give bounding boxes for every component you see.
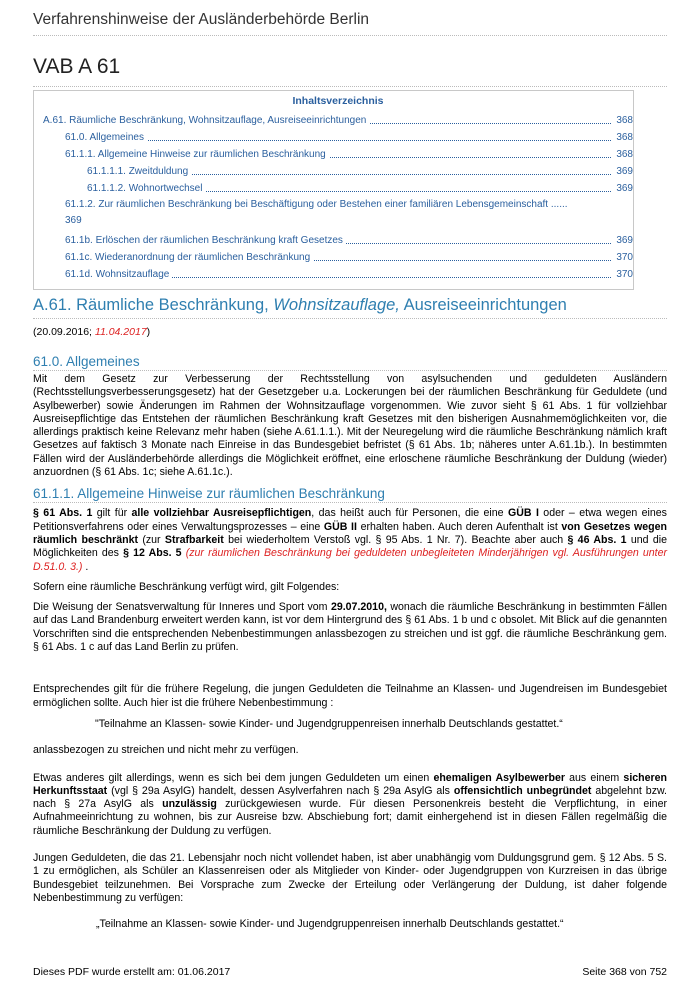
- toc-entry-label[interactable]: 61.1.2. Zur räumlichen Beschränkung bei Beschäftigung oder Bestehen einer familiären Lebensgemeinschaft: [65, 199, 549, 210]
- text: erhalten haben. Auch deren Aufenthalt ist: [356, 520, 562, 533]
- toc-entry-page[interactable]: 368: [613, 146, 633, 163]
- toc-entry-page[interactable]: 370: [613, 266, 633, 283]
- toc-entry[interactable]: [43, 112, 633, 129]
- toc-entry[interactable]: [65, 129, 633, 146]
- toc-entry[interactable]: [65, 232, 633, 249]
- quoted-provision: "Teilnahme an Klassen- sowie Kinder- und Jugendgruppenreisen innerhalb Deutschlands gestattet.“: [95, 717, 563, 730]
- toc-entry[interactable]: 61.1.2. Zur räumlichen Beschränkung bei Beschäftigung oder Bestehen einer familiären Lebensgemeinschaft ...... 369: [65, 199, 568, 226]
- paragraph: [33, 772, 667, 838]
- toc-entry-label[interactable]: A.61. Räumliche Beschränkung, Wohnsitzauflage, Ausreiseeinrichtungen: [43, 115, 369, 126]
- bold-text: von Gesetzes wegen räumlich beschränkt: [33, 520, 667, 546]
- toc-entry-label[interactable]: 61.1.1. Allgemeine Hinweise zur räumlichen Beschränkung: [65, 149, 329, 160]
- red-italic-note: (zur räumlichen Beschränkung bei geduldeten unbegleiteten Minderjährigen vgl. Ausführungen unter D.51.0. 3.): [33, 547, 667, 573]
- toc-entry-page[interactable]: 369: [65, 215, 82, 226]
- subsection-heading: 61.0. Allgemeines: [33, 354, 667, 371]
- text: Die Weisung der Senatsverwaltung für Inneres und Sport vom: [33, 601, 331, 614]
- paragraph: Entsprechendes gilt für die frühere Regelung, die jungen Geduldeten die Teilnahme an Klassen- und Jugendreisen im Bundesgebiet ermöglichen sollte. Auch hier ist die frühere Nebenbestimmung :: [33, 683, 667, 709]
- text: (zur: [138, 533, 165, 546]
- bold-text: § 12 Abs. 5: [123, 547, 182, 560]
- section-heading: [33, 296, 667, 319]
- toc-entry-page[interactable]: 369: [613, 180, 633, 197]
- section-heading-part: A.61. Räumliche Beschränkung,: [33, 296, 274, 314]
- text: oder – etwa wegen eines Petitionsverfahrens oder eines Verwaltungsprozesses – eine: [33, 507, 667, 533]
- paragraph: Jungen Geduldeten, die das 21. Lebensjahr noch nicht vollendet haben, ist aber unabhängig vom Duldungsgrund gem. § 12 Abs. 5 S. 1 zu ermöglichen, als Schüler an Klassenreisen oder als Mitglieder von Kinder- oder Jugendgruppen von Kurzreisen in das übrige Bundesgebiet teilzunehmen. Bei Vorsprache zum Zwecke der Erteilung oder Verlängerung der Duldung, ist daher folgende Nebenbestimmung zu verfügen:: [33, 852, 667, 904]
- bold-text: Strafbarkeit: [164, 533, 224, 546]
- toc-entry-label[interactable]: 61.1b. Erlöschen der räumlichen Beschränkung kraft Gesetzes: [65, 235, 346, 246]
- toc-entry-page[interactable]: 368: [613, 112, 633, 129]
- toc-entry[interactable]: [65, 266, 633, 283]
- running-header: Verfahrenshinweise der Ausländerbehörde Berlin: [33, 11, 667, 36]
- bold-text: alle vollziehbar Ausreisepflichtigen: [131, 507, 312, 520]
- quoted-provision: „Teilnahme an Klassen- sowie Kinder- und Jugendgruppenreisen innerhalb Deutschlands gestattet.“: [96, 918, 564, 931]
- date-text: ): [146, 326, 151, 338]
- text: wonach die räumliche Beschränkung in bestimmten Fällen auf das Land Brandenburg erweitert werden kann, ist vor dem Hintergrund des § 61 Abs. 1 b und c obsolet. Mit Blick auf die genannten Vorschriften sind die entsprechenden Nebenbestimmungen anlassbezogen zu streichen und ist ggf. die räumliche Beschränkung gem. § 61 Abs. 1 c auf das Land Berlin zu prüfen.: [33, 601, 667, 654]
- subsection-heading: 61.1.1. Allgemeine Hinweise zur räumlichen Beschränkung: [33, 486, 667, 503]
- bold-text: sicheren Herkunftsstaat: [33, 771, 667, 797]
- revision-dates: [33, 326, 150, 338]
- bold-text: 29.07.2010,: [330, 601, 387, 614]
- paragraph: Mit dem Gesetz zur Verbesserung der Rechtsstellung von asylsuchenden und geduldeten Ausländern (Rechtsstellungsverbesserungsgesetz) hat der Gesetzgeber u.a. Lockerungen bei der räumlichen Beschränkung für Geduldete (und Asylbewerber) sowie Änderungen im Rahmen der Wohnsitzauflage vorgenommen. Wie zuvor sieht § 61 Abs. 1 für vollziehbar Ausreisepflichtige das Entstehen der räumlichen Beschränkung kraft Gesetzes mit den bisherigen Ausnahmemöglichkeiten vor, die allerdings praktisch keine Relevanz mehr haben (siehe A.61.1.1.). Mit der Neuregelung wird die räumliche Beschränkung nämlich kraft Gesetzes auf faktisch 3 Monate nach Einreise in das Bundesgebiet befristet (§ 61 Abs. 1b; näheres unter A.61.1b.). In bestimmten Fällen wird der Ausländerbehörde allerdings die Möglichkeit eröffnet, eine erloschene räumliche Beschränkung der Duldung (wieder) anzuordnen (§ 61 Abs. 1c; siehe A.61.1c.).: [33, 373, 667, 479]
- bold-text: § 61 Abs. 1: [33, 507, 93, 520]
- toc-entry-label[interactable]: 61.0. Allgemeines: [65, 132, 147, 143]
- toc-entry[interactable]: [87, 163, 633, 180]
- bold-text: offensichtlich unbegründet: [453, 784, 592, 797]
- text: (vgl § 29a AsylG) handelt, dessen Asylverfahren nach § 29a AsylG als: [107, 784, 454, 797]
- text: aus einem: [564, 771, 624, 784]
- toc-entry-label[interactable]: 61.1.1.1. Zweitduldung: [87, 166, 191, 177]
- footer-page-number: Seite 368 von 752: [582, 966, 667, 978]
- date-text: (20.09.2016;: [33, 326, 95, 338]
- bold-text: § 46 Abs. 1: [567, 533, 627, 546]
- section-heading-italic: Wohnsitzauflage,: [273, 296, 400, 314]
- bold-text: GÜB I: [507, 507, 539, 520]
- text: abgelehnt bzw. nach § 27a AsylG als: [33, 784, 667, 811]
- toc-entry[interactable]: [65, 249, 633, 266]
- footer-created-date: Dieses PDF wurde erstellt am: 01.06.2017: [33, 966, 231, 978]
- text: .: [82, 560, 89, 573]
- toc-title: Inhaltsverzeichnis: [292, 95, 384, 107]
- text: , das heißt auch für Personen, die eine: [311, 507, 508, 520]
- section-heading-part: Ausreiseeinrichtungen: [399, 296, 567, 314]
- toc-entry-label[interactable]: 61.1d. Wohnsitzauflage: [65, 269, 172, 280]
- bold-text: unzulässig: [162, 798, 217, 811]
- paragraph: anlassbezogen zu streichen und nicht mehr zu verfügen.: [33, 744, 299, 757]
- bold-text: ehemaligen Asylbewerber: [433, 771, 565, 784]
- toc-entry-page[interactable]: 370: [613, 249, 633, 266]
- page-footer: [33, 966, 667, 978]
- text: gilt für: [92, 507, 132, 520]
- text: zurückgewiesen wurde. Für diesen Personenkreis besteht die Verpflichtung, in einer Aufnahmeeinrichtung zu wohnen, bis zur Ausreise bzw. Abschiebung fort; damit einhergehend ist in diesen Fällen regelmäßig die räumliche Beschränkung der Duldung zu verfügen.: [33, 798, 667, 837]
- text: Etwas anderes gilt allerdings, wenn es sich bei dem jungen Geduldeten um einen: [33, 771, 434, 784]
- toc-entry-page[interactable]: 369: [613, 232, 633, 249]
- paragraph: Sofern eine räumliche Beschränkung verfügt wird, gilt Folgendes:: [33, 580, 340, 593]
- text: und die Möglichkeiten des: [33, 533, 668, 560]
- paragraph: [33, 507, 667, 573]
- body-flow: [33, 354, 667, 932]
- date-red: 11.04.2017: [94, 326, 147, 338]
- toc-entry-page[interactable]: 369: [613, 163, 633, 180]
- toc-entry-label[interactable]: 61.1c. Wiederanordnung der räumlichen Beschränkung: [65, 252, 313, 263]
- toc-entry-page[interactable]: 368: [613, 129, 633, 146]
- document-code-heading: VAB A 61: [33, 55, 667, 87]
- toc-entry[interactable]: [65, 146, 633, 163]
- toc-entry[interactable]: [87, 180, 633, 197]
- text: bei wiederholtem Verstoß vgl. § 95 Abs. 1 Nr. 7). Beachte aber auch: [223, 533, 568, 546]
- bold-text: GÜB II: [323, 520, 357, 533]
- toc-entry-label[interactable]: 61.1.1.2. Wohnortwechsel: [87, 183, 205, 194]
- table-of-contents: [33, 90, 634, 290]
- paragraph: [33, 601, 667, 654]
